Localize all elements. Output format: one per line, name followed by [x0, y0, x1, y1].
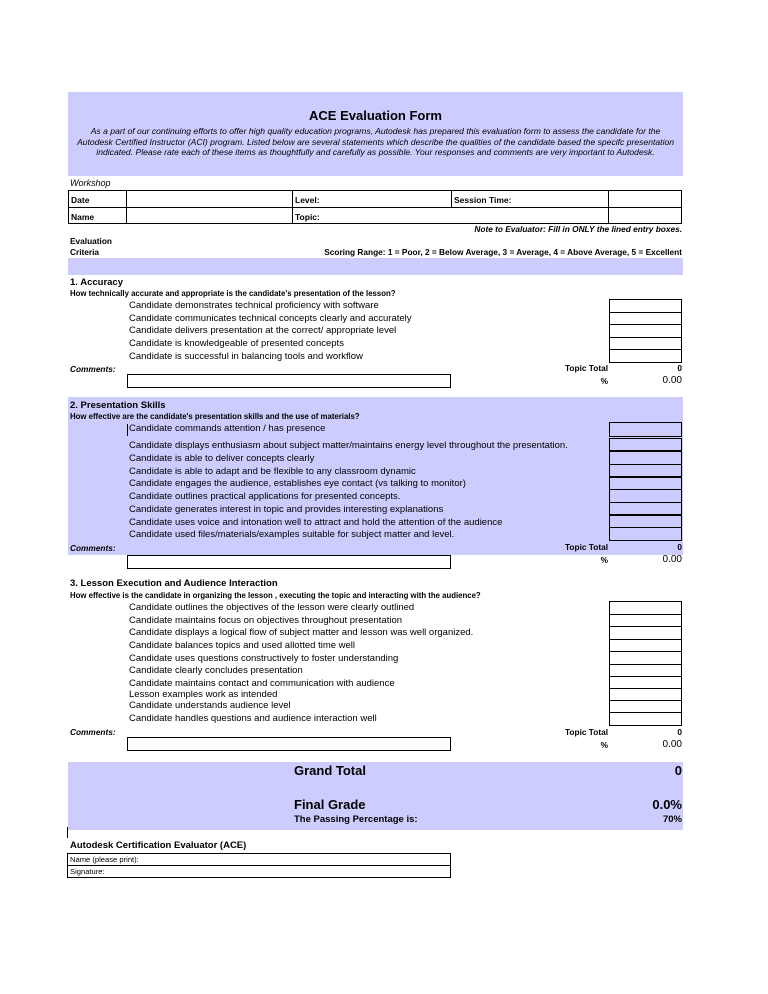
score-box[interactable] — [609, 626, 682, 640]
criteria-label: Evaluation — [70, 236, 112, 246]
criteria-item: Candidate is knowledgeable of presented concepts — [129, 338, 344, 349]
level-label: Level: — [293, 191, 452, 208]
score-box[interactable] — [609, 451, 682, 465]
session-time-field[interactable] — [609, 191, 681, 208]
criteria-item: Candidate displays enthusiasm about subject matter/maintains energy level throughout the presentation. — [129, 440, 568, 451]
criteria-item: Candidate is able to deliver concepts clearly — [129, 453, 315, 464]
criteria-item: Candidate maintains focus on objectives throughout presentation — [129, 615, 403, 626]
percent-value: 0.00 — [662, 375, 682, 386]
score-box[interactable] — [609, 489, 682, 503]
comments-label: Comments: — [70, 364, 116, 374]
percent-label: % — [600, 555, 608, 565]
topic-total-value: 0 — [677, 542, 682, 552]
section-title: 2. Presentation Skills — [70, 400, 166, 411]
info-table — [68, 190, 682, 224]
date-field[interactable] — [127, 191, 293, 208]
topic-total-value: 0 — [677, 363, 682, 373]
comments-label: Comments: — [70, 543, 116, 553]
passing-percentage-label: The Passing Percentage is: — [294, 814, 418, 825]
topic-total-value: 0 — [677, 727, 682, 737]
section-title: 1. Accuracy — [70, 277, 123, 288]
criteria-item: Candidate balances topics and used allotted time well — [129, 640, 356, 651]
topic-total-label: Topic Total — [564, 363, 608, 373]
criteria-item: Candidate delivers presentation at the correct/ appropriate level — [129, 325, 397, 336]
criteria-item: Candidate generates interest in topic and provides interesting explanations — [129, 504, 444, 515]
percent-value: 0.00 — [662, 554, 682, 565]
score-box[interactable] — [609, 299, 682, 313]
topic-label: Topic: — [293, 208, 609, 224]
date-label: Date — [69, 191, 127, 208]
criteria-item: Candidate is successful in balancing tools and workflow — [129, 351, 363, 362]
criteria-item: Candidate demonstrates technical proficiency with software — [129, 300, 379, 311]
text-cursor — [67, 827, 68, 838]
comments-label: Comments: — [70, 727, 116, 737]
section-question: How effective are the candidate's presentation skills and the use of materials? — [70, 412, 360, 421]
criteria-item: Candidate is able to adapt and be flexible to any classroom dynamic — [129, 466, 416, 477]
section-question: How technically accurate and appropriate is the candidate's presentation of the lesson? — [70, 289, 396, 298]
section-title: 3. Lesson Execution and Audience Interaction — [70, 578, 278, 589]
score-box[interactable] — [609, 601, 682, 615]
grand-total-label: Grand Total — [294, 763, 366, 778]
workshop-label: Workshop — [70, 178, 111, 188]
passing-percentage-value: 70% — [662, 814, 682, 825]
final-grade-value: 0.0% — [652, 797, 682, 812]
criteria-item: Candidate clearly concludes presentation — [129, 665, 303, 676]
criteria-label: Criteria — [70, 247, 100, 257]
criteria-item: Candidate understands audience level — [129, 700, 291, 711]
grand-total-value: 0 — [674, 763, 682, 778]
criteria-item: Candidate communicates technical concepts clearly and accurately — [129, 313, 412, 324]
percent-value: 0.00 — [662, 739, 682, 750]
name-label: Name — [69, 208, 127, 224]
criteria-band — [68, 258, 683, 275]
criteria-item: Lesson examples work as intended — [129, 689, 278, 700]
criteria-item: Candidate outlines the objectives of the lesson were clearly outlined — [129, 602, 415, 613]
comments-field[interactable] — [127, 737, 451, 751]
evaluator-signature-field[interactable]: Signature: — [67, 865, 451, 878]
session-time-label: Session Time: — [452, 191, 609, 208]
topic-extra-field[interactable] — [609, 208, 681, 224]
percent-label: % — [600, 376, 608, 386]
section-question: How effective is the candidate in organizing the lesson , executing the topic and interacting with the audience? — [70, 591, 481, 600]
percent-label: % — [600, 740, 608, 750]
score-box[interactable] — [609, 464, 682, 477]
criteria-item: Candidate commands attention / has presence — [129, 423, 326, 434]
score-box[interactable] — [609, 527, 682, 541]
criteria-item: Candidate displays a logical flow of subject matter and lesson was well organized. — [129, 627, 474, 638]
topic-total-label: Topic Total — [564, 727, 608, 737]
evaluator-note: Note to Evaluator: Fill in ONLY the lined entry boxes. — [474, 224, 682, 234]
name-field[interactable] — [127, 208, 293, 224]
score-box[interactable] — [609, 349, 682, 363]
criteria-item: Candidate outlines practical applications for presented concepts. — [129, 491, 401, 502]
text-cursor — [127, 424, 128, 436]
criteria-item: Candidate engages the audience, establishes eye contact (vs talking to monitor) — [129, 478, 466, 489]
final-grade-label: Final Grade — [294, 797, 366, 812]
criteria-item: Candidate handles questions and audience interaction well — [129, 713, 377, 724]
criteria-item: Candidate uses questions constructively to foster understanding — [129, 653, 399, 664]
evaluator-name-field[interactable]: Name (please print): — [67, 853, 451, 866]
comments-field[interactable] — [127, 374, 451, 388]
criteria-item: Candidate uses voice and intonation well to attract and hold the attention of the audience — [129, 517, 503, 528]
scoring-range: Scoring Range: 1 = Poor, 2 = Below Average, 3 = Average, 4 = Above Average, 5 = Excellent — [324, 247, 682, 257]
score-box[interactable] — [609, 438, 682, 451]
score-box[interactable] — [609, 324, 682, 338]
score-box[interactable] — [609, 651, 682, 665]
evaluator-heading: Autodesk Certification Evaluator (ACE) — [70, 840, 247, 851]
score-box[interactable] — [609, 422, 682, 437]
comments-field[interactable] — [127, 555, 451, 569]
score-box[interactable] — [609, 712, 682, 726]
topic-total-label: Topic Total — [564, 542, 608, 552]
score-box[interactable] — [609, 502, 682, 515]
criteria-item: Candidate maintains contact and communication with audience — [129, 678, 395, 689]
criteria-item: Candidate used files/materials/examples suitable for subject matter and level. — [129, 529, 455, 540]
page-title: ACE Evaluation Form — [309, 108, 442, 123]
intro-text: As a part of our continuing efforts to offer high quality education programs, Autodesk has prepared this evaluation form to assess the candidate for the Autodesk Certified Instructor (ACI) program. Listed below are several statements which describe the qualities of the candidate based the specifc presentation indicated. Please rate each of these items as thoughtfully and carefully as possible. Your responses and comments are very important to Autodesk. — [76, 126, 675, 158]
